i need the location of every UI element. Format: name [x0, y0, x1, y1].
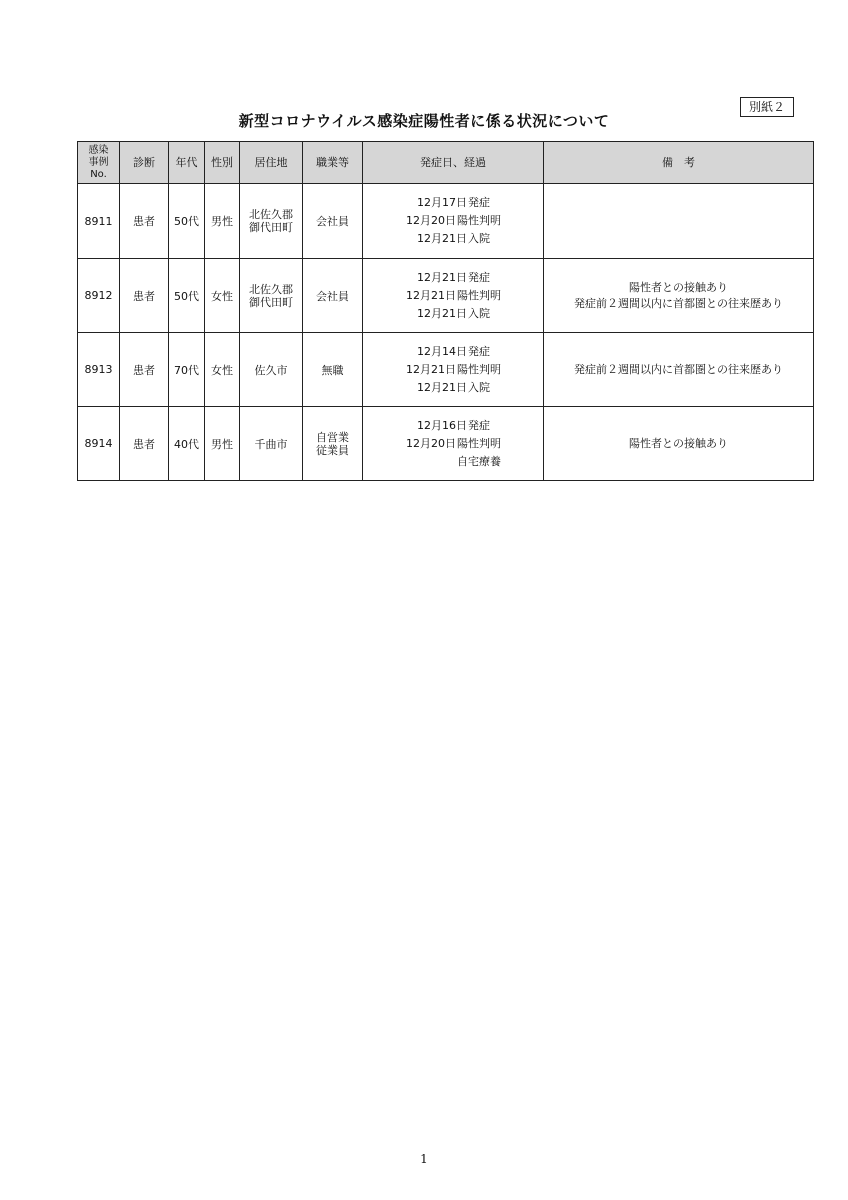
course-date: 12月21日: [406, 288, 456, 302]
occupation-cell: [303, 259, 363, 333]
course-event: 発症: [468, 196, 490, 209]
positive-cases-table: [77, 141, 814, 481]
table-header-row: [78, 142, 814, 184]
header-case-no-line: 事例: [88, 156, 109, 168]
course-date: 12月20日: [406, 214, 456, 227]
residence-cell: [240, 259, 303, 333]
course-entry: [363, 361, 543, 379]
header-course: 発症日、経過: [363, 142, 544, 184]
document-title: 新型コロナウイルス感染症陽性者に係る状況について: [238, 112, 610, 130]
course-entry: [363, 269, 543, 287]
table-row: [78, 333, 814, 407]
sex-cell: 女性: [205, 333, 240, 407]
age-cell: 50代: [169, 259, 205, 333]
course-entry: [363, 343, 543, 361]
occupation-line: 会社員: [316, 215, 349, 228]
occupation-cell: [303, 184, 363, 259]
course-cell: [363, 259, 544, 333]
remark-line: 発症前２週間以内に首都圏との往来歴あり: [574, 296, 783, 310]
header-case-no-line: No.: [90, 168, 107, 180]
residence-line: 北佐久郡: [249, 208, 293, 221]
course-date: 12月21日: [417, 232, 467, 245]
course-date: 12月21日: [417, 270, 467, 284]
course-entry: [363, 287, 543, 305]
table-row: [78, 407, 814, 481]
remarks-cell: [544, 259, 814, 333]
course-date: 12月17日: [417, 196, 467, 209]
course-event: 入院: [468, 380, 490, 394]
course-date: 12月21日: [406, 362, 456, 376]
remarks-cell: [544, 407, 814, 481]
residence-cell: [240, 184, 303, 259]
course-cell: [363, 184, 544, 259]
course-event: 入院: [468, 306, 490, 320]
header-occupation: 職業等: [303, 142, 363, 184]
course-entry: [363, 194, 543, 212]
diagnosis-cell: 患者: [120, 184, 169, 259]
remarks-cell: [544, 333, 814, 407]
course-event: 陽性判明: [457, 214, 501, 227]
residence-line: 佐久市: [254, 363, 288, 377]
sex-cell: 男性: [205, 184, 240, 259]
course-entry: [363, 417, 543, 435]
course-event: 入院: [468, 232, 490, 245]
course-date: 12月21日: [417, 306, 467, 320]
course-date: 12月16日: [417, 418, 467, 432]
header-remarks: 備 考: [544, 142, 814, 184]
sex-cell: 男性: [205, 407, 240, 481]
course-entry: [363, 435, 543, 453]
header-case-no: [78, 142, 120, 184]
course-event: 発症: [468, 344, 490, 358]
course-entry: [363, 379, 543, 397]
remarks-cell: [544, 184, 814, 259]
course-cell: [363, 407, 544, 481]
occupation-line: 会社員: [316, 289, 349, 303]
case-no-cell: 8913: [78, 333, 120, 407]
age-cell: 50代: [169, 184, 205, 259]
course-event: 発症: [468, 418, 490, 432]
case-no-cell: 8914: [78, 407, 120, 481]
residence-line: 北佐久郡: [249, 282, 293, 296]
remark-line: 陽性者との接触あり: [629, 280, 728, 294]
course-cell: [363, 333, 544, 407]
course-entry: [363, 305, 543, 323]
case-no-cell: 8911: [78, 184, 120, 259]
page-number: 1: [420, 1152, 428, 1166]
residence-cell: [240, 333, 303, 407]
table-row: [78, 259, 814, 333]
course-date: 12月21日: [417, 380, 467, 394]
table-row: [78, 184, 814, 259]
course-event: 陽性判明: [457, 362, 501, 376]
age-cell: 70代: [169, 333, 205, 407]
header-residence: 居住地: [240, 142, 303, 184]
course-event: 陽性判明: [457, 288, 501, 302]
residence-line: 千曲市: [254, 437, 288, 451]
remark-line: 陽性者との接触あり: [629, 436, 728, 450]
header-case-no-line: 感染: [88, 144, 109, 156]
residence-cell: [240, 407, 303, 481]
course-entry: [363, 453, 543, 471]
occupation-cell: [303, 407, 363, 481]
case-no-cell: 8912: [78, 259, 120, 333]
diagnosis-cell: 患者: [120, 333, 169, 407]
course-event: 発症: [468, 270, 490, 284]
course-event: 自宅療養: [457, 454, 501, 468]
course-event: 陽性判明: [457, 436, 501, 450]
course-entry: [363, 230, 543, 248]
residence-line: 御代田町: [249, 295, 293, 309]
occupation-cell: [303, 333, 363, 407]
residence-line: 御代田町: [249, 221, 293, 234]
age-cell: 40代: [169, 407, 205, 481]
occupation-line: 自営業: [316, 430, 349, 444]
course-date: 12月20日: [406, 436, 456, 450]
diagnosis-cell: 患者: [120, 407, 169, 481]
remark-line: 発症前２週間以内に首都圏との往来歴あり: [574, 362, 783, 376]
course-entry: [363, 212, 543, 230]
occupation-line: 無職: [321, 363, 344, 377]
sex-cell: 女性: [205, 259, 240, 333]
course-date: 12月14日: [417, 344, 467, 358]
diagnosis-cell: 患者: [120, 259, 169, 333]
occupation-line: 従業員: [316, 443, 349, 457]
header-age: 年代: [169, 142, 205, 184]
attachment-label: 別紙２: [740, 97, 794, 117]
header-diagnosis: 診断: [120, 142, 169, 184]
header-sex: 性別: [205, 142, 240, 184]
